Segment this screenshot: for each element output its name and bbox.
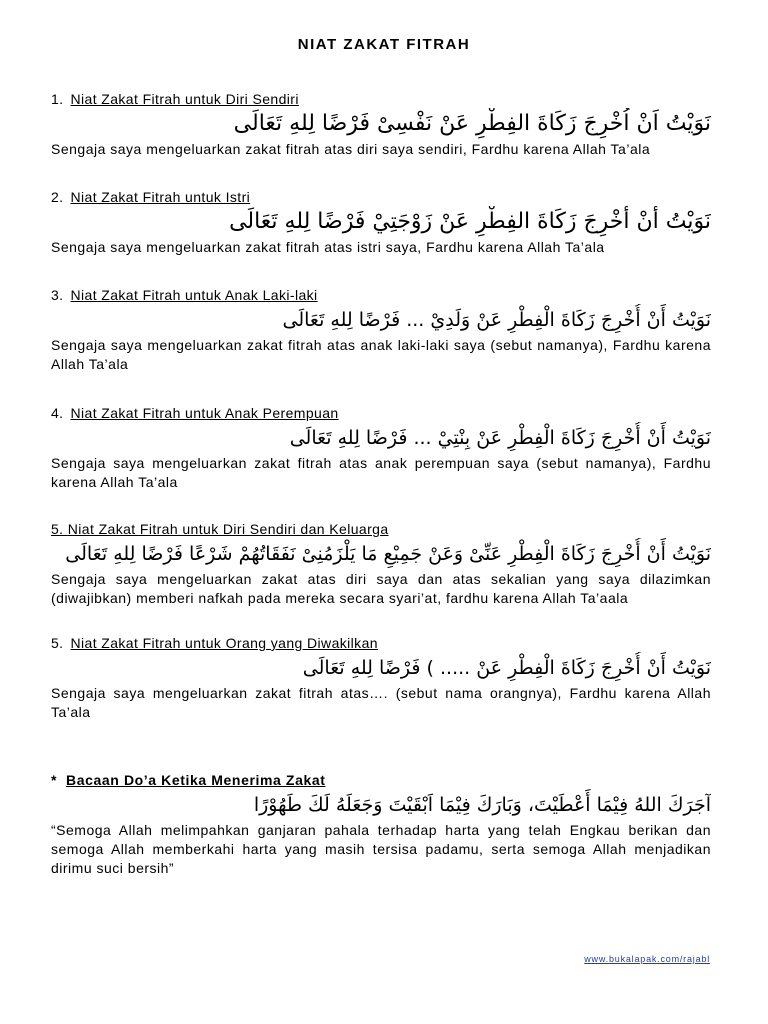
section-title: Niat Zakat Fitrah untuk Diri Sendiri (70, 91, 299, 107)
arabic-text: نَوَيْتُ أَنْ أُخْرِجَ زَكَاةَ الْفِطْرِ عَنِّىْ وَعَنْ جَمِيْعِ مَا يَلْزَمُنِىْ نَفَقَاتُهُمْ شَرْعًا فَرْضًا لِلهِ تَعَالَى (65, 543, 711, 565)
section-heading (51, 634, 711, 652)
section-heading (51, 188, 711, 206)
niat-section-5 (51, 520, 711, 608)
niat-section-2 (51, 188, 711, 257)
translation-text: Sengaja saya mengeluarkan zakat fitrah atas diri saya sendiri, Fardhu karena Allah Ta’ala (51, 141, 651, 157)
niat-section-6 (51, 634, 711, 722)
niat-section-3 (51, 286, 711, 374)
page-title (0, 36, 768, 53)
doa-section (51, 771, 711, 878)
section-number: 5. (51, 635, 64, 651)
section-title: Niat Zakat Fitrah untuk Orang yang Diwakilkan (70, 635, 378, 651)
section-number: 5. (51, 521, 64, 537)
doa-star: * (51, 772, 58, 788)
section-heading (51, 404, 711, 422)
footer-link[interactable]: www.bukalapak.com/rajabl (584, 954, 710, 964)
translation-text: Sengaja saya mengeluarkan zakat fitrah atas anak laki-laki saya (sebut namanya), Fardhu karena Allah Ta’ala (51, 337, 711, 372)
section-number: 2. (51, 189, 64, 205)
translation-text: Sengaja saya mengeluarkan zakat atas diri saya dan atas sekalian yang saya dilazimkan (diwajibkan) memberi nafkah pada mereka secara syari’at, fardhu karena Allah Ta’aala (51, 571, 711, 606)
section-title: Niat Zakat Fitrah untuk Diri Sendiri dan Keluarga (67, 521, 389, 537)
niat-section-4 (51, 404, 711, 492)
arabic-text: نَوَيْتُ أَنْ أُخْرِجَ زَكَاةَ الْفِطْرِ عَنْ وَلَدِيْ ... فَرْضًا لِلهِ تَعَالَى (282, 309, 711, 331)
translation-text: Sengaja saya mengeluarkan zakat fitrah atas anak perempuan saya (sebut namanya), Fardhu karena Allah Ta’ala (51, 455, 711, 490)
section-number: 4. (51, 405, 64, 421)
arabic-text: نَوَيْتُ اَنْ اُخْرِجَ زَكَاةَ الفِطْرِ عَنْ نَفْسِىْ فَرْضًا لِلهِ تَعَالَى (233, 111, 711, 136)
section-number: 1. (51, 91, 64, 107)
arabic-text: نَوَيْتُ أَنْ أُخْرِجَ زَكَاةَ الفِطْرِ عَنْ زَوْجَتِيْ فَرْضًا لِلهِ تَعَالَى (229, 209, 711, 234)
translation-text: Sengaja saya mengeluarkan zakat fitrah atas istri saya, Fardhu karena Allah Ta’ala (51, 239, 605, 255)
doa-heading (51, 771, 711, 789)
section-title: Niat Zakat Fitrah untuk Istri (70, 189, 251, 205)
arabic-text: نَوَيْتُ أَنْ أُخْرِجَ زَكَاةَ الْفِطْرِ عَنْ ..... ) فَرْضًا لِلهِ تَعَالَى (302, 657, 711, 679)
translation-text: Sengaja saya mengeluarkan zakat fitrah atas…. (sebut nama orangnya), Fardhu karena Allah Ta’ala (51, 685, 711, 720)
section-heading (51, 286, 711, 304)
niat-section-1 (51, 90, 711, 159)
title-box-right (470, 40, 482, 52)
section-heading (51, 520, 711, 538)
arabic-text: نَوَيْتُ أَنْ أُخْرِجَ زَكَاةَ الْفِطْرِ عَنْ بِنْتِيْ ... فَرْضًا لِلهِ تَعَالَى (289, 427, 711, 449)
section-title: Niat Zakat Fitrah untuk Anak Perempuan (70, 405, 339, 421)
section-number: 3. (51, 287, 64, 303)
doa-translation-text: “Semoga Allah melimpahkan ganjaran pahala terhadap harta yang telah Engkau berikan dan semoga Allah memberkahi harta yang masih tersisa padamu, serta semoga Allah menjadikan dirimu suci bersih” (51, 822, 711, 876)
section-heading (51, 90, 711, 108)
title-box-left (286, 40, 298, 52)
doa-title: Bacaan Do’a Ketika Menerima Zakat (66, 772, 326, 788)
doa-arabic-text: آجَرَكَ اللهُ فِيْمَا أَعْطَيْتَ، وَبَارَكَ فِيْمَا اَبْقَيْتَ وَجَعَلَهُ لَكَ طَهُوْرًا (253, 794, 711, 816)
title-text: NIAT ZAKAT FITRAH (297, 36, 471, 53)
section-title: Niat Zakat Fitrah untuk Anak Laki-laki (70, 287, 318, 303)
